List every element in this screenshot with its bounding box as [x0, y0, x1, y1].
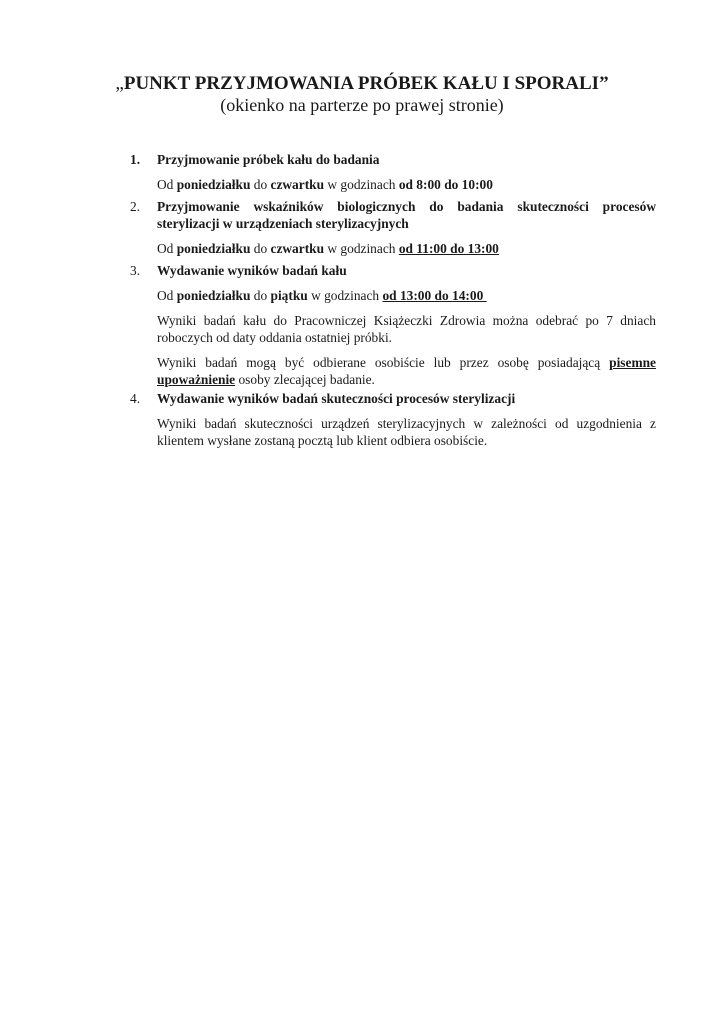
paragraph-authorization [157, 354, 656, 388]
text-run: Od [157, 288, 177, 303]
list-item-2 [132, 198, 656, 257]
text-run: w godzinach [307, 288, 383, 303]
list-item-1 [132, 151, 656, 193]
list-item-heading: Wydawanie wyników badań skuteczności procesów sterylizacji [157, 391, 516, 406]
hours-range: od 11:00 do 13:00 [398, 241, 499, 256]
day-to: czwartku [270, 241, 325, 256]
list-item-heading: Wydawanie wyników badań kału [157, 263, 347, 278]
title-close-quote: ” [599, 73, 609, 94]
text-run: do [250, 288, 271, 303]
day-to: czwartku [270, 177, 325, 192]
title-open-quote: „ [115, 73, 124, 94]
text-run: w godzinach [324, 241, 399, 256]
list-item-number: 2. [130, 199, 141, 214]
list-item-heading: Przyjmowanie próbek kału do badania [157, 152, 380, 167]
hours-range: od 13:00 do 14:00 [382, 288, 487, 303]
text-run: Wyniki badań mogą być odbierane osobiście lub przez osobę posiadającą [157, 355, 610, 370]
text-run: Od [157, 177, 177, 192]
list-item-3 [132, 262, 656, 388]
text-run: w godzinach [324, 177, 399, 192]
list-item-number: 3. [130, 263, 141, 278]
hours-line [157, 240, 656, 257]
hours-range: od 8:00 do 10:00 [398, 177, 493, 192]
text-run: Od [157, 241, 177, 256]
document-title [0, 72, 724, 96]
list-item-number: 1. [130, 152, 141, 167]
list-item-4 [132, 390, 656, 449]
document-subtitle: (okienko na parterze po prawej stronie) [220, 95, 504, 115]
paragraph-results-info: Wyniki badań kału do Pracowniczej Książeczki Zdrowia można odebrać po 7 dniach roboczych od daty oddania ostatniej próbki. [157, 313, 656, 345]
paragraph-sterilization-results: Wyniki badań skuteczności urządzeń sterylizacyjnych w zależności od uzgodnienia z klientem wysłane zostaną pocztą lub klient odbiera osobiście. [157, 416, 656, 448]
text-run: osoby zlecającej badanie. [235, 372, 375, 387]
day-from: poniedziałku [176, 241, 251, 256]
hours-line [157, 176, 656, 193]
day-from: poniedziałku [176, 177, 251, 192]
list-item-heading: Przyjmowanie wskaźników biologicznych do badania skuteczności procesów sterylizacji w urządzeniach sterylizacyjnych [157, 199, 656, 231]
hours-line [157, 287, 656, 304]
day-from: poniedziałku [176, 288, 251, 303]
title-text: PUNKT PRZYJMOWANIA PRÓBEK KAŁU I SPORALI [123, 73, 600, 94]
day-to: piątku [270, 288, 308, 303]
text-run: do [250, 177, 271, 192]
list-item-number: 4. [130, 391, 141, 406]
text-run: do [250, 241, 271, 256]
written-authorization-emphasis: pisemne upoważnienie [157, 355, 656, 387]
